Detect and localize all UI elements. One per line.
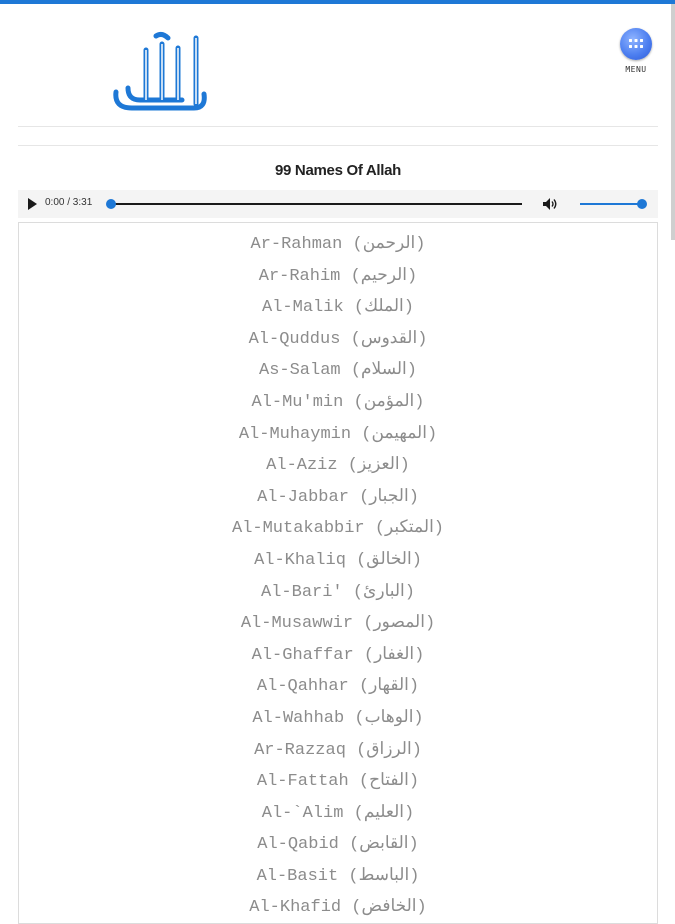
menu-label: MENU — [625, 65, 647, 74]
list-item: Al-Quddus (القدوس) — [248, 329, 428, 349]
list-item: Al-Khaliq (الخالق) — [254, 550, 422, 570]
list-item: Al-Qahhar (القهار) — [256, 677, 420, 697]
scrollbar[interactable] — [671, 4, 675, 240]
volume-slider[interactable] — [580, 203, 642, 205]
audio-player — [18, 190, 658, 218]
list-item: Al-Aziz (العزيز) — [266, 456, 410, 476]
time-display: 0:00 / 3:31 — [45, 197, 93, 208]
list-item: Ar-Rahim (الرحيم) — [258, 266, 418, 286]
page-title: 99 Names Of Allah — [274, 162, 402, 179]
list-item: As-Salam (السلام) — [259, 361, 417, 381]
allah-logo — [106, 30, 210, 114]
grid-icon — [620, 28, 652, 60]
list-item: Al-Mutakabbir (المتكبر) — [232, 519, 444, 539]
names-list — [19, 229, 657, 924]
play-icon[interactable] — [28, 198, 37, 210]
list-item: Al-Musawwir (المصور) — [240, 614, 436, 634]
list-item: Al-Khafid (الخافض) — [249, 898, 427, 918]
seek-bar[interactable] — [110, 203, 522, 205]
list-item: Al-Mu'min (المؤمن) — [251, 392, 425, 412]
list-item: Al-`Alim (العليم) — [261, 803, 415, 823]
seek-thumb[interactable] — [106, 199, 116, 209]
list-item: Al-Ghaffar (الغفار) — [251, 645, 425, 665]
volume-icon[interactable] — [542, 197, 558, 211]
list-item: Al-Muhaymin (المهيمن) — [238, 424, 438, 444]
list-item: Ar-Rahman (الرحمن) — [250, 235, 426, 254]
list-item: Al-Jabbar (الجبار) — [257, 487, 419, 507]
list-item: Al-Qabid (القابض) — [257, 835, 419, 855]
names-list-box — [18, 222, 658, 924]
list-item: Al-Bari' (البارئ) — [261, 582, 415, 602]
top-accent-bar — [0, 0, 675, 4]
list-item: Ar-Razzaq (الرزاق) — [254, 740, 422, 760]
divider — [18, 126, 658, 127]
list-item: Al-Fattah (الفتاح) — [256, 772, 420, 792]
list-item: Al-Basit (الباسط) — [256, 866, 420, 886]
header — [18, 10, 658, 126]
volume-thumb[interactable] — [637, 199, 647, 209]
divider — [18, 145, 658, 146]
list-item: Al-Malik (الملك) — [262, 298, 414, 318]
list-item: Al-Wahhab (الوهاب) — [252, 708, 424, 728]
menu-button[interactable] — [618, 28, 654, 92]
